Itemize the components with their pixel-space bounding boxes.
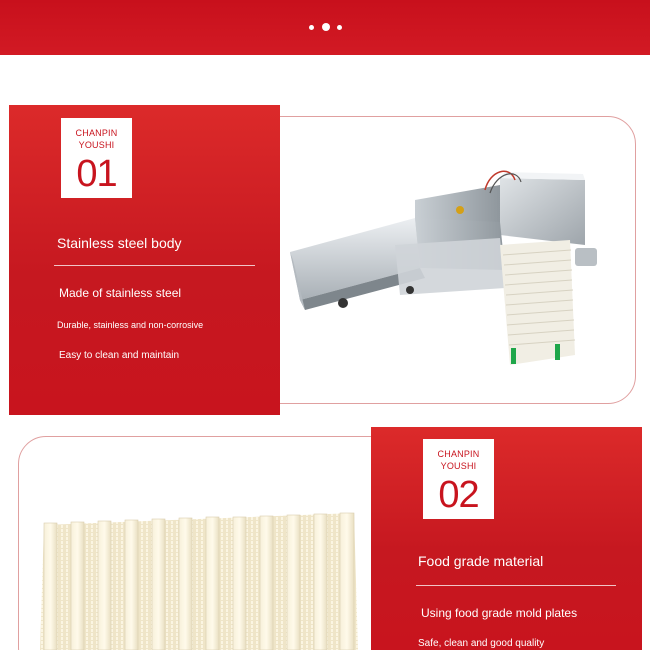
feature-panel-02	[371, 427, 642, 650]
feature-number: 01	[76, 153, 117, 195]
feature-number-badge	[423, 439, 494, 519]
feature-line: Easy to clean and maintain	[59, 350, 180, 361]
feature-line: Durable, stainless and non-corrosive	[57, 320, 204, 330]
feature-line: Made of stainless steel	[59, 286, 182, 300]
food-grade-mold-plate-photo	[40, 505, 358, 650]
feature-panel-01	[9, 105, 280, 415]
stainless-steel-machine-photo	[285, 160, 615, 375]
carousel-dots[interactable]	[307, 23, 347, 33]
badge-label-youshi: YOUSHI	[78, 140, 115, 150]
feature-number: 02	[438, 474, 479, 516]
badge-label-chanpin: CHANPIN	[437, 449, 480, 459]
feature-title: Stainless steel body	[57, 235, 182, 251]
feature-divider	[54, 265, 255, 266]
feature-number-badge	[61, 118, 132, 198]
carousel-dot[interactable]	[337, 25, 342, 30]
feature-divider	[416, 585, 616, 586]
feature-title: Food grade material	[418, 553, 544, 569]
feature-line: Using food grade mold plates	[421, 606, 578, 620]
feature-line: Safe, clean and good quality	[418, 638, 545, 649]
carousel-dot-active[interactable]	[322, 23, 330, 31]
badge-label-youshi: YOUSHI	[440, 461, 477, 471]
top-banner	[0, 0, 650, 55]
badge-label-chanpin: CHANPIN	[75, 128, 118, 138]
carousel-dot[interactable]	[309, 25, 314, 30]
